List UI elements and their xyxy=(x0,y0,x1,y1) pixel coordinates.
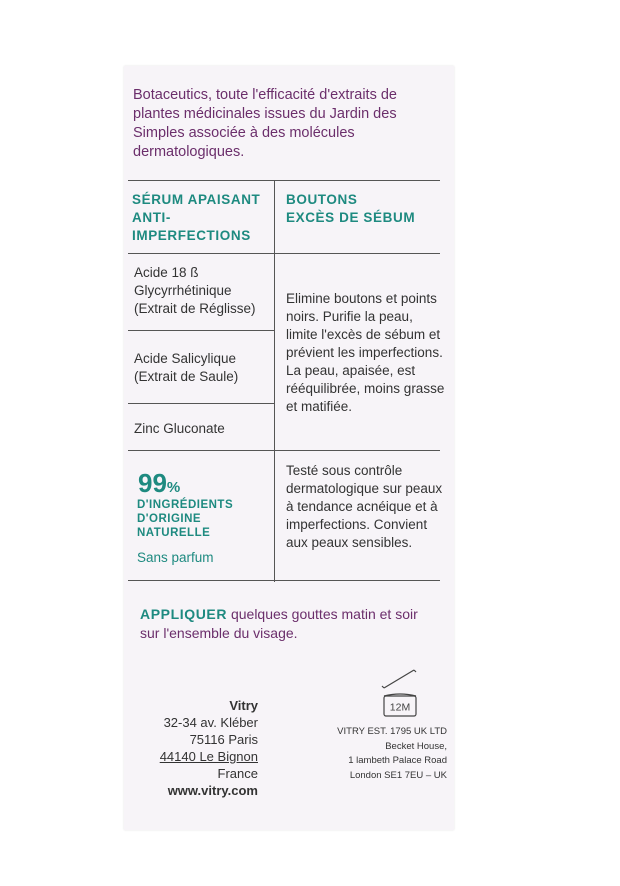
ingredient-licorice: Acide 18 ß Glycyrrhétinique (Extrait de Réglisse) xyxy=(134,265,256,316)
col2-header-line1: BOUTONS xyxy=(286,192,358,207)
apply-keyword: APPLIQUER xyxy=(140,606,228,622)
uk-line4: London SE1 7EU – UK xyxy=(349,769,447,781)
natural-value: 99 xyxy=(138,468,167,498)
ingredient-rule-2 xyxy=(128,403,274,404)
address-city: 75116 Paris xyxy=(189,732,258,747)
website-link[interactable]: www.vitry.com xyxy=(167,783,258,798)
address-fr xyxy=(160,697,258,799)
tested-text: Testé sous contrôle dermatologique sur peaux à tendance acnéique et à imperfections. Convient aux peaux sensibles. xyxy=(286,463,443,550)
natural-unit: % xyxy=(166,479,181,496)
ingredient-salicylic: Acide Salicylique (Extrait de Saule) xyxy=(134,351,239,384)
benefits-text: Elimine boutons et points noirs. Purifie la peau, limite l'excès de sébum et prévient les imperfections. La peau, apaisée, est rééquilibrée, moins grasse et matifiée. xyxy=(286,291,445,414)
fragrance-free: Sans parfum xyxy=(137,550,214,565)
table-bottom-rule xyxy=(128,580,440,581)
natural-percentage xyxy=(138,468,180,499)
uk-line2: Becket House, xyxy=(385,740,447,752)
open-jar-icon xyxy=(378,666,424,718)
table-header-rule xyxy=(128,253,440,254)
natural-label: D'INGRÉDIENTS D'ORIGINE NATURELLE xyxy=(137,499,234,539)
intro-text: Botaceutics, toute l'efficacité d'extraits de plantes médicinales issues du Jardin des Simples associée à des molécules dermatologiques. xyxy=(133,87,397,160)
table-mid-rule xyxy=(128,450,440,451)
col1-header: SÉRUM APAISANT ANTI-IMPERFECTIONS xyxy=(132,192,261,243)
pao-label: 12M xyxy=(389,701,411,714)
table-column-divider xyxy=(274,180,275,582)
uk-line1: VITRY EST. 1795 UK LTD xyxy=(337,726,447,737)
apply-instructions xyxy=(140,605,430,643)
uk-line3: 1 lambeth Palace Road xyxy=(348,755,447,766)
brand-name: Vitry xyxy=(229,698,258,713)
col2-header-line2: EXCÈS DE SÉBUM xyxy=(286,210,416,225)
apply-text: quelques gouttes matin et soir sur l'ensemble du visage. xyxy=(140,606,418,641)
ingredient-rule-1 xyxy=(128,330,274,331)
address-city2: 44140 Le Bignon xyxy=(159,749,258,764)
address-uk xyxy=(337,725,447,783)
address-country: France xyxy=(217,766,258,781)
address-street: 32-34 av. Kléber xyxy=(163,715,258,730)
col2-header xyxy=(286,191,436,227)
ingredient-zinc: Zinc Gluconate xyxy=(134,421,225,436)
table-top-rule xyxy=(128,180,440,181)
